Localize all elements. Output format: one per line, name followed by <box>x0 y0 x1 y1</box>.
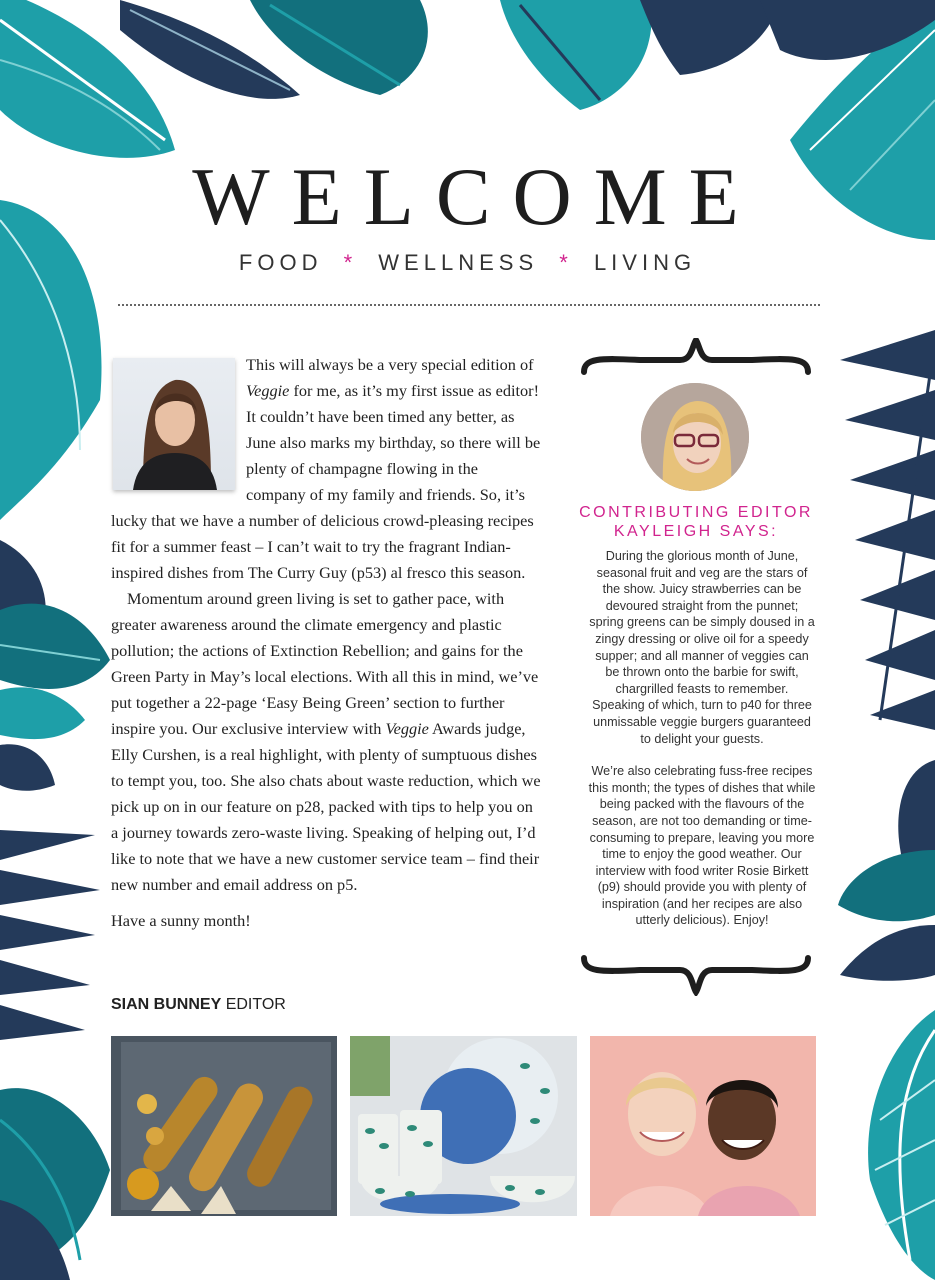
editor-name: SIAN BUNNEY <box>111 996 222 1013</box>
leaf-icon <box>868 1010 935 1280</box>
contributor-portrait <box>641 383 749 491</box>
letter-signoff: Have a sunny month! <box>111 911 251 930</box>
dotted-divider <box>118 304 820 306</box>
leaf-icon <box>838 850 935 921</box>
leaf-pattern-tableware-photo <box>350 1036 577 1216</box>
star-icon: * <box>343 250 358 275</box>
contributor-column <box>588 548 816 945</box>
leaf-icon <box>840 925 935 981</box>
leaf-icon <box>0 830 100 1040</box>
editor-role: EDITOR <box>225 996 286 1013</box>
close-brace-icon <box>580 954 812 996</box>
tagline <box>0 250 935 276</box>
tagline-wellness: WELLNESS <box>378 250 539 275</box>
two-smiling-women-photo <box>590 1036 816 1216</box>
magazine-name: Veggie <box>246 381 290 400</box>
page-title: WELCOME <box>192 151 761 242</box>
leaf-icon <box>840 330 935 730</box>
tagline-food: FOOD <box>238 250 323 275</box>
star-icon: * <box>559 250 573 275</box>
grilled-corn-photo <box>111 1036 337 1216</box>
contributor-paragraph-1: During the glorious month of June, seasonal fruit and veg are the stars of the show. Juicy strawberries can be devoured straight from the punnet; spring greens can be simply doused in a zingy dressing or olive oil for a speedy supper; and all manner of veggies can be thrown onto the barbie for swift, chargrilled feasts to remember. Speaking of which, turn to p40 for three unmissable veggie burgers guaranteed to delight your guests. <box>589 549 815 746</box>
editor-signature <box>111 996 286 1014</box>
magazine-name: Veggie <box>385 719 429 738</box>
leaf-icon <box>500 0 652 110</box>
leaf-icon <box>640 0 780 75</box>
leaf-icon <box>0 687 85 739</box>
contributor-heading: CONTRIBUTING EDITOR KAYLEIGH SAYS: <box>579 504 813 540</box>
editor-letter <box>111 352 541 934</box>
leaf-icon <box>0 604 110 689</box>
contributor-paragraph-2: We’re also celebrating fuss-free recipes this month; the types of dishes that while being packed with the flavours of the season, are not too demanding or time-consuming to prepare, leaving you more time to enjoy the good weather. Our interview with food writer Rosie Birkett (p9) should provide you with plenty of inspiration (and her recipes are also utterly delicious). Enjoy! <box>588 764 816 928</box>
leaf-icon <box>0 744 55 791</box>
leaf-icon <box>0 200 102 520</box>
letter-paragraph-1: This will always be a very special edition of Veggie for me, as it’s my first issue as editor! It couldn’t have been timed any better, as June also marks my birthday, so there will be plenty of champagne flowing in the company of my family and friends. So, it’s lucky that we have a number of delicious crowd-pleasing recipes fit for a summer feast – I can’t wait to try the fragrant Indian-inspired dishes from The Curry Guy (p53) al fresco this season. <box>111 355 541 582</box>
tagline-living: LIVING <box>593 250 697 275</box>
open-brace-icon <box>580 338 812 378</box>
letter-paragraph-2: Momentum around green living is set to gather pace, with greater awareness around the climate emergency and plastic pollution; the actions of Extinction Rebellion; and gains for the Green Party in May’s local elections. With all this in mind, we’ve put together a 22-page ‘Easy Being Green’ section to further inspire you. Our exclusive interview with Veggie Awards judge, Elly Curshen, is a real highlight, with plenty of sumptuous dishes to tempt you, too. She also chats about waste reduction, which we pick up on in our feature on p28, packed with tips to help you on a journey towards zero-waste living. Speaking of helping out, I’d like to note that we have a new customer service team – find their new number and email address on p5. <box>111 589 541 894</box>
